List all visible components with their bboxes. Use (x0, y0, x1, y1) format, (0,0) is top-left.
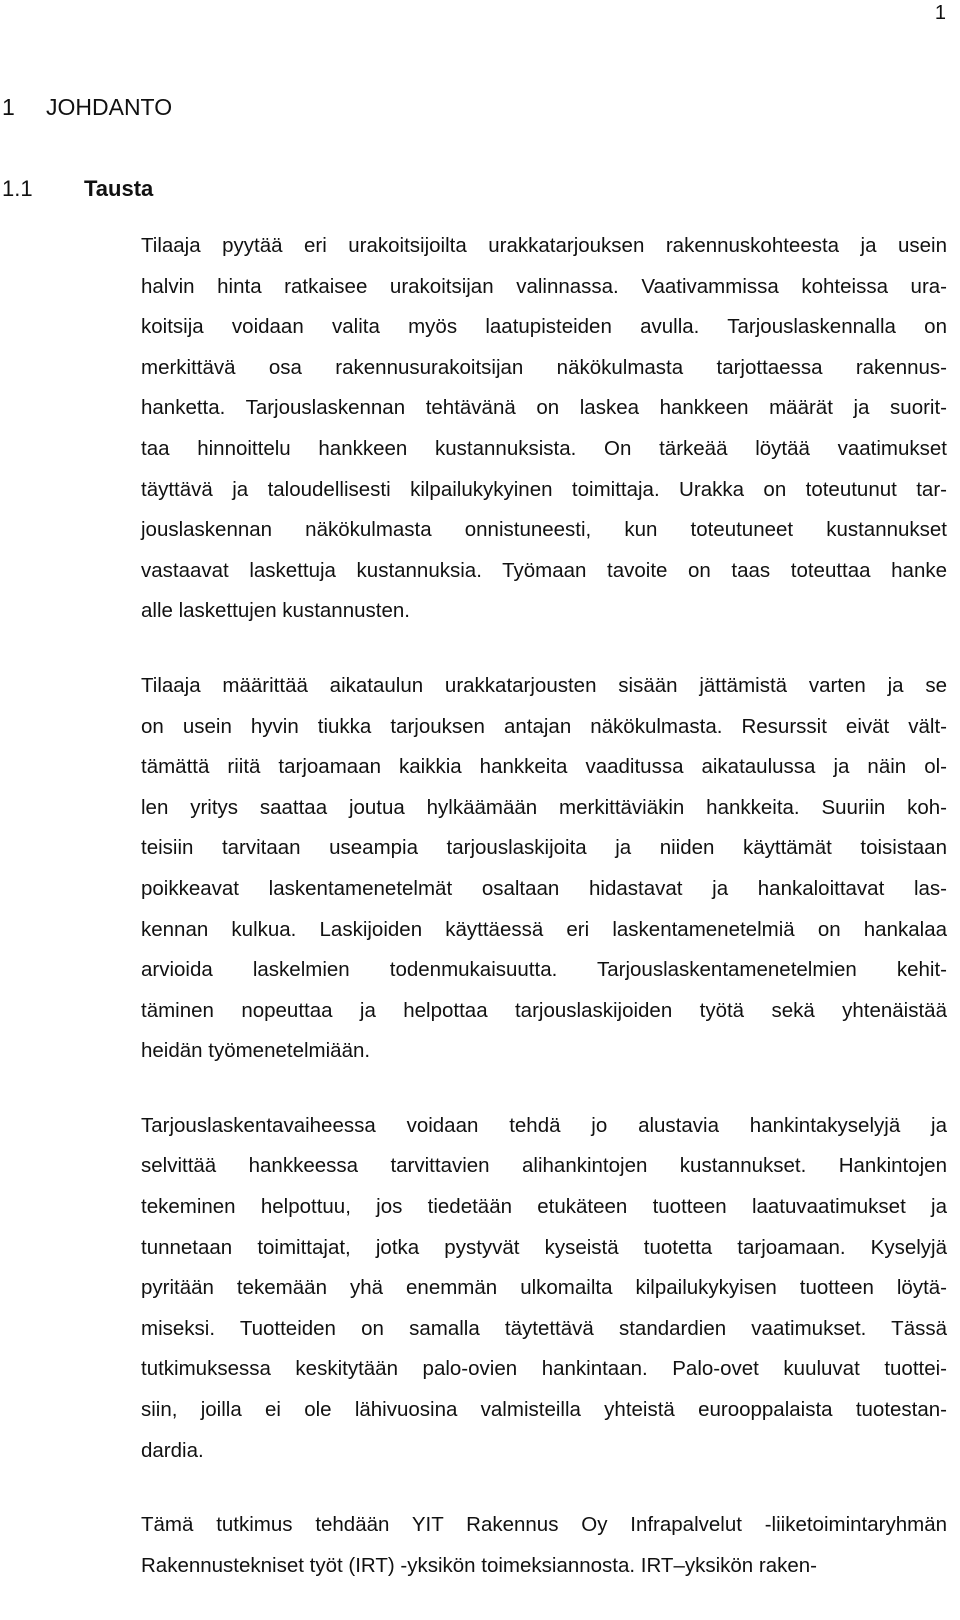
chapter-number: 1 (2, 94, 15, 120)
paragraph (141, 226, 947, 632)
text-line: Tarjouslaskentavaiheessa voidaan tehdä jo alustavia hankintakyselyjä ja (141, 1113, 947, 1137)
text-line: dardia. (141, 1438, 204, 1462)
text-line: tutkimuksessa keskitytään palo-ovien hankintaan. Palo-ovet kuuluvat tuottei- (141, 1357, 947, 1381)
text-line: Rakennustekniset työt (IRT) -yksikön toimeksiannosta. IRT–yksikön raken- (141, 1553, 818, 1577)
text-line: halvin hinta ratkaisee urakoitsijan valinnassa. Vaativammissa kohteissa ura- (141, 274, 947, 298)
page-number: 1 (934, 2, 946, 24)
section-heading (2, 176, 153, 202)
section-title: Tausta (84, 176, 154, 201)
text-line: koitsija voidaan valita myös laatupisteiden avulla. Tarjouslaskennalla on (141, 315, 947, 339)
text-line: teisiin tarvitaan useampia tarjouslaskijoita ja niiden käyttämät toisistaan (141, 836, 947, 860)
text-line: miseksi. Tuotteiden on samalla täytettävä standardien vaatimukset. Tässä (141, 1316, 947, 1340)
text-line: kennan kulkua. Laskijoiden käyttäessä eri laskentamenetelmiä on hankalaa (141, 917, 947, 941)
body-text (141, 226, 947, 1620)
text-line: pyritään tekemään yhä enemmän ulkomailta kilpailukykyisen tuotteen löytä- (141, 1276, 947, 1300)
text-line: tunnetaan toimittajat, jotka pystyvät kyseistä tuotetta tarjoamaan. Kyselyjä (141, 1235, 947, 1259)
text-line: selvittää hankkeessa tarvittavien alihankintojen kustannukset. Hankintojen (141, 1154, 947, 1178)
text-line: heidän työmenetelmiään. (141, 1039, 371, 1063)
text-line: hanketta. Tarjouslaskennan tehtävänä on laskea hankkeen määrät ja suorit- (141, 396, 947, 420)
text-line: vastaavat laskettuja kustannuksia. Työmaan tavoite on taas toteuttaa hanke (141, 558, 947, 582)
chapter-title: JOHDANTO (46, 94, 173, 120)
text-line: Tilaaja määrittää aikataulun urakkatarjousten sisään jättämistä varten ja se (141, 673, 947, 697)
text-line: Tilaaja pyytää eri urakoitsijoilta urakkatarjouksen rakennuskohteesta ja usein (141, 234, 947, 257)
text-line: poikkeavat laskentamenetelmät osaltaan hidastavat ja hankaloittavat las- (141, 876, 947, 900)
text-line: taa hinnoittelu hankkeen kustannuksista. On tärkeää löytää vaatimukset (141, 436, 947, 460)
section-number: 1.1 (2, 176, 33, 201)
text-line: alle laskettujen kustannusten. (141, 599, 410, 623)
text-line: merkittävä osa rakennusurakoitsijan näkökulmasta tarjottaessa rakennus- (141, 355, 947, 379)
text-line: täyttävä ja taloudellisesti kilpailukykyinen toimittaja. Urakka on toteutunut tar- (141, 477, 947, 501)
text-line: jouslaskennan näkökulmasta onnistuneesti, kun toteutuneet kustannukset (141, 518, 947, 542)
paragraph (141, 1106, 947, 1471)
text-line: Tämä tutkimus tehdään YIT Rakennus Oy Infrapalvelut -liiketoimintaryhmän (141, 1513, 947, 1537)
text-line: tekeminen helpottuu, jos tiedetään etukäteen tuotteen laatuvaatimukset ja (141, 1195, 947, 1219)
text-line: täminen nopeuttaa ja helpottaa tarjouslaskijoiden työtä sekä yhtenäistää (141, 998, 947, 1022)
paragraph (141, 1505, 947, 1586)
text-line: tämättä riitä tarjoamaan kaikkia hankkeita vaaditussa aikataulussa ja näin ol- (141, 755, 947, 779)
chapter-heading (2, 94, 172, 121)
text-line: len yritys saattaa joutua hylkäämään merkittäviäkin hankkeita. Suuriin koh- (141, 795, 947, 819)
text-line: siin, joilla ei ole lähivuosina valmisteilla yhteistä eurooppalaista tuotestan- (141, 1398, 947, 1422)
text-line: on usein hyvin tiukka tarjouksen antajan näkökulmasta. Resurssit eivät vält- (141, 714, 947, 738)
paragraph (141, 666, 947, 1072)
text-line: arvioida laskelmien todenmukaisuutta. Tarjouslaskentamenetelmien kehit- (141, 958, 947, 982)
